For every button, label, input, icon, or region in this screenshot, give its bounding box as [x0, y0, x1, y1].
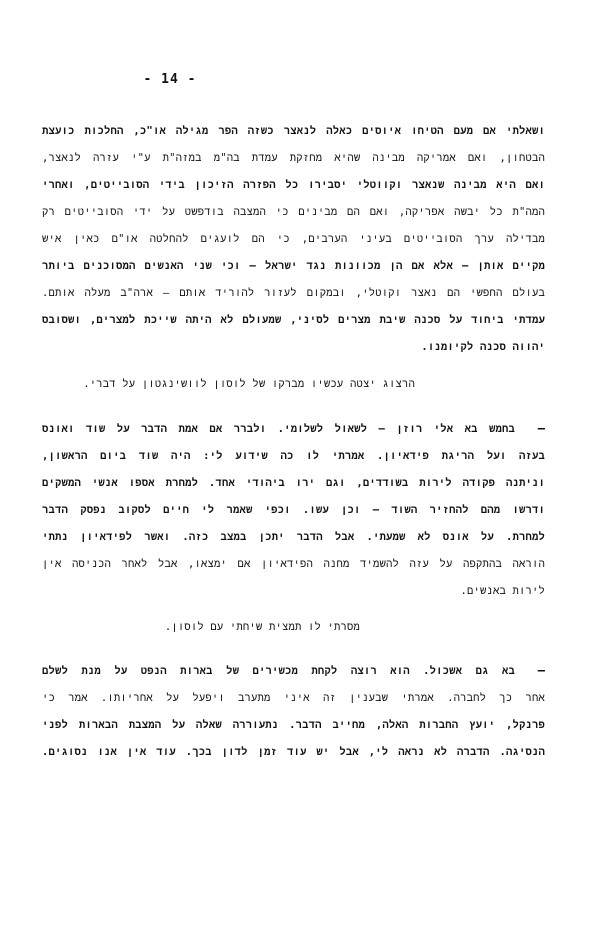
text-line: עמדתי ביחוד על סכנה שיבת מצרים לסיני, שמעולם לא היתה שייכת למצרים, ושסובס	[42, 314, 545, 326]
text-line: יהווה סכנה לקיומנו.	[421, 341, 545, 353]
text-line: למחרת. על אונס לא שמעתי. אבל הדבר יתכן במצב כזה. ואשר לפידאיון נתתי	[42, 531, 545, 543]
text-line: פרנקל, יועץ החברות האלה, מחייב הדבר. נתעוררה שאלה על המצבת הבארות לפני	[42, 719, 545, 731]
text-line: ושאלתי אם מעם הטיחו איוסים כאלה לנאצר כשזה הפר מגילה או"כ, החלכות כועצת	[42, 125, 545, 137]
text-line: מקיים אותן — אלא אם הן מכוונות נגד ישראל — וכי שני האנשים המסוכנים ביותר	[42, 260, 545, 272]
page-number: - 14 -	[143, 72, 197, 87]
paragraph-dash: —	[537, 663, 545, 677]
paragraph-dash: —	[537, 421, 545, 435]
text-line: בא גם אשכול. הוא רוצה לקחת מכשירים של בארות הנפט על מנת לשלם	[42, 665, 515, 677]
text-line: בעולם החפשי הם נאצר וקוטלי, ובמקום לעזור להוריד אותם — ארה"ב מעלה אותם.	[42, 287, 545, 299]
text-line: הוראה בהתקפה על עזה להשמיד מחנה הפידאיון אם ימצאו, אבל לאחר הכניסה אין	[42, 558, 545, 570]
text-line: המה"ת כל יבשה אפריקה, ואם הם מבינים כי המצבה בודפשט על ידי הסובייטים רק	[42, 206, 545, 218]
text-line: ודרשו מהם להחזיר השוד — וכן עשו. וכפי שאמר לי חיים לסקוב נפסק הדבר	[42, 504, 545, 516]
text-line: הנסיגה. הדברה לא נראה לי, אבל יש עוד זמן לדון בכך. עוד אין אנו נסוגים.	[42, 746, 545, 758]
text-line: הרצוג יצטה עכשיו מברקו של לוסון לוושינגטון על דברי.	[83, 378, 415, 390]
text-line: הבטחון, ואם אמריקה מבינה שהיא מחזקת עמדת בה"מ במזה"ת ע"י עזרה לנאצר,	[42, 152, 545, 164]
text-line: מבדילה ערך הסובייטים בעיני הערבים, כי הם לועגים להחלטה או"ם כאין איש	[42, 233, 545, 245]
text-line: בחמש בא אלי רוזן — לשאול לשלומי. ולברר אם אמת הדבר על שוד ואונס	[42, 423, 515, 435]
text-line: לירות באנשים.	[460, 585, 545, 597]
text-line: אחר כך לחברה. אמרתי שבענין זה איני מתערב ויפעל על אחריותו. אמר כי	[42, 692, 545, 704]
text-line: וניתנה פקודה לירות בשודדים, וגם ירו ביהודי אחד. למחרת אספו אנשי המשקים	[42, 477, 545, 489]
text-line: מסרתי לו תמצית שיחתי עם לוסון.	[164, 621, 360, 633]
text-line: ואם היא מבינה שנאצר וקווטלי יסבירו כל הפזרה הזיכון בידי הסובייטים, ואחרי	[42, 179, 545, 191]
text-line: בעזה ועל הריגת פידאיון. אמרתי לו כה שידוע לי: היה שוד ביום הראשון,	[42, 450, 545, 462]
